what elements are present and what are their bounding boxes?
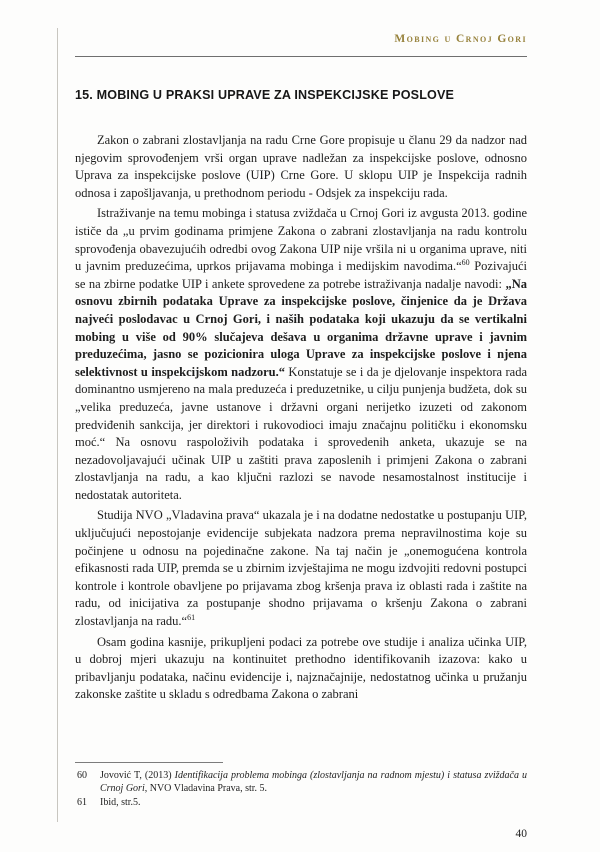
section-heading: 15. MOBING U PRAKSI UPRAVE ZA INSPEKCIJSKE POSLOVE (75, 88, 455, 102)
bold-quote-run: „Na osnovu zbirnih podataka Uprave za inspekcijske poslove, činjenice da je Država najveći poslodavac u Crnoj Gori, i naših podataka koji ukazuju da se vertikalni mobing u više od 90% slučajeva dešava u organima državne uprave i javnim preduzećima, jasno se pozicionira uloga Uprave za inspekcijske poslove i njena selektivnost u inspekcijskom nadzoru.“ (75, 276, 527, 379)
footnote-text-run: Ibid, str.5. (100, 796, 141, 808)
footnote-separator-rule (75, 762, 223, 763)
paragraph-2 (75, 205, 527, 504)
text-run: Pozivajući se na zbirne podatke UIP i ankete sprovedene za potrebe istraživanja nadalje navodi: (75, 259, 527, 291)
footnote-text-run: Jovović T, (2013) (100, 770, 175, 781)
text-run: Istraživanje na temu mobinga i statusa zviždača u Crnoj Gori iz avgusta 2013. godine ističe da „u prvim godinama primjene Zakona o zabrani zlostavljanja na radu kontrolu sprovođenja obavezujućih odredbi ovog Zakona UIP nije vršila ni u organima uprave, niti u javnim preduzećima, uprkos prijavama mobinga i medijskim navodima.“ (75, 206, 527, 274)
footnote-ref-61: 61 (187, 612, 196, 622)
left-margin-rule (57, 28, 58, 822)
footnote-number: 61 (77, 796, 87, 808)
header-rule (75, 56, 527, 57)
running-header-title: Mobing u Crnoj Gori (394, 33, 527, 45)
paragraph-4 (75, 634, 527, 704)
text-run: Zakon o zabrani zlostavljanja na radu Crne Gore propisuje u članu 29 da nadzor nad njegovim sprovođenjem vrši organ uprave nadležan za inspekcijske poslove, odnosno Uprava za inspekcijske poslove (UIP) Crne Gore. U sklopu UIP je Inspekcija radnih odnosa i zapošljavanja, u prethodnom periodu - Odsjek za inspekciju rada. (75, 133, 527, 200)
text-run: Osam godina kasnije, prikupljeni podaci za potrebe ove studije i analiza učinka UIP, u dobroj mjeri ukazuju na kontinuitet prethodno identifikovanih izazova: kako u pribavljanju podataka, načinu evidencije i, najznačajnije, nedostatnog učinka u pružanju zakonske zaštite u skladu s odredbama Zakona o zabrani (75, 634, 527, 702)
footnote-title-italic: Identifikacija problema mobinga (zlostavljanja na radnom mjestu) i statusa zviždača u Crnoj Gori (100, 770, 527, 795)
paragraph-1 (75, 132, 527, 202)
footnote-60 (75, 769, 527, 796)
footnote-text-run: , NVO Vladavina Prava, str. 5. (144, 783, 268, 795)
paragraph-3 (75, 507, 527, 630)
footnote-ref-60: 60 (461, 258, 470, 267)
footnote-section (75, 762, 527, 809)
footnote-number: 60 (77, 770, 87, 781)
page-content (75, 80, 527, 707)
footnote-61 (75, 796, 527, 809)
text-run: Studija NVO „Vladavina prava“ ukazala je i na dodatne nedostatke u postupanju UIP, uključujući nepostojanje evidencije subjekata nadzora prema nepravilnostima koje su počinjene u odnosu na pojedinačne zakone. Na taj način je „onemogućena kontrola efikasnosti rada UIP, premda se u zbirnim izvještajima ne mogu izdvojiti redovni postupci kontrole i kontrole obavljene po prijavama zbog kršenja prava iz oblasti rada i zaštite na radu, od inicijativa za postupanje shodno prijavama o kršenju Zakona o zabrani zlostavljanja na radu.“ (75, 508, 527, 629)
text-run: Konstatuje se i da je djelovanje inspektora rada dominantno usmjereno na mala preduzeća i preduzetnike, u cilju punjenja budžeta, dok su „velika preduzeća, javne ustanove i državni organi nerijetko izuzeti od zakonom predviđenih sankcija, jer direktori i rukovodioci imaju značajnu političku i ekonomsku moć.“ Na osnovu raspoloživih podataka i sprovedenih anketa, ukazuje se na nezadovoljavajući učinak UIP u zaštiti prava zaposlenih i primjeni Zakona o zabrani zlostavljanja na radu, a kao ključni razlozi se navode nesamostalnost institucije i nedostatak autoriteta. (75, 364, 527, 502)
page-number: 40 (515, 828, 527, 840)
